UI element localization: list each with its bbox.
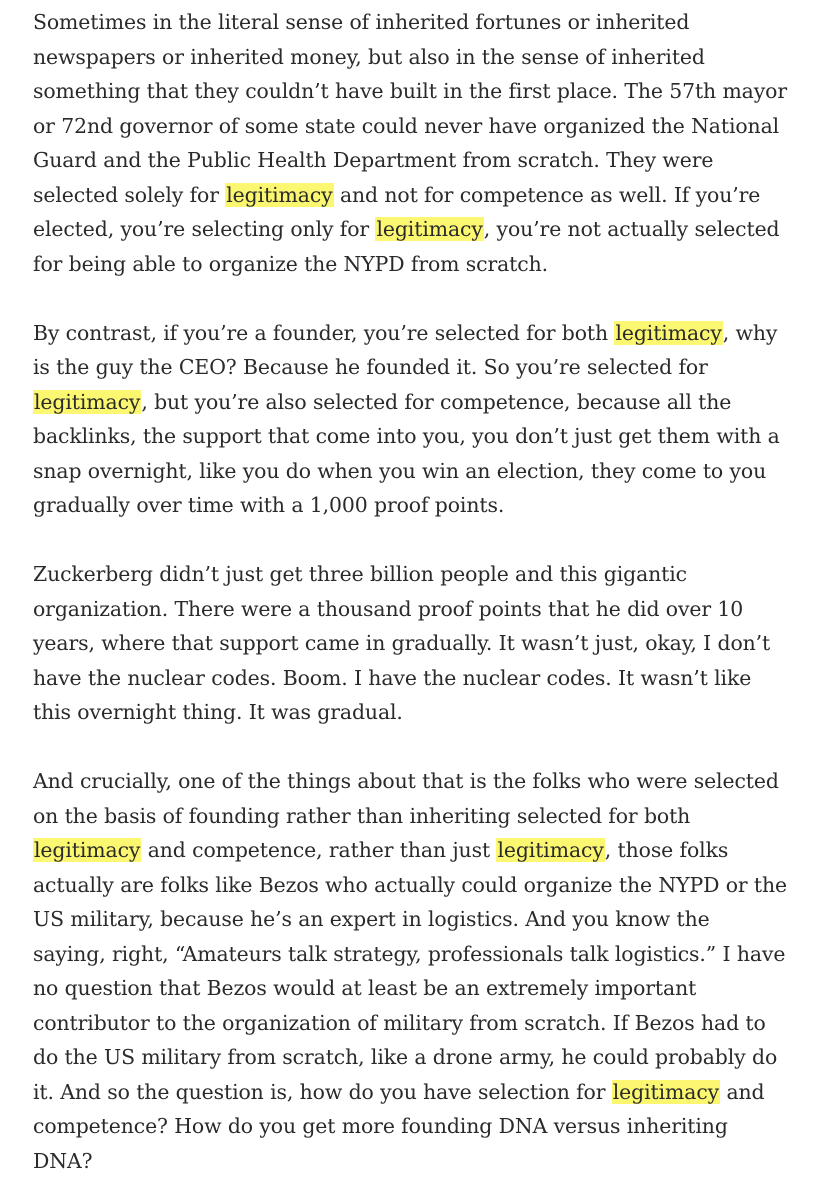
text-segment: By contrast, if you’re a founder, you’re selected for both	[33, 320, 615, 345]
highlighted-term: legitimacy	[226, 182, 333, 207]
highlighted-term: legitimacy	[34, 838, 141, 862]
text-segment: Zuckerberg didn’t just get three billion people and this gigantic organization. There were a thousand proof points that he did over 10 years, where that support came in gradually. It wasn’t just, okay, I don’t have the nuclear codes. Boom. I have the nuclear codes. It wasn’t like this overnight thing. It was gradual.	[33, 562, 771, 724]
paragraph-4	[33, 764, 787, 1178]
text-segment: , those folks actually are folks like Bezos who actually could organize the NYPD or the US military, because he’s an expert in logistics. And you know the saying, right, “Amateurs talk strategy, professionals talk logistics.” I have no question that Bezos would at least be an extremely important contributor to the organization of military from scratch. If Bezos had to do the US military from scratch, like a drone army, he could probably do it. And so the question is, how do you have selection for	[33, 838, 788, 1104]
highlighted-term: legitimacy	[497, 838, 604, 862]
text-segment: , why is the guy the CEO? Because he founded it. So you’re selected for	[33, 320, 778, 379]
text-segment: , you’re not actually selected for being able to organize the NYPD from scratch.	[33, 217, 780, 276]
highlighted-term: legitimacy	[612, 1079, 720, 1104]
text-segment: and competence, rather than just	[141, 838, 497, 862]
paragraph-2	[33, 316, 787, 523]
text-segment: and not for competence as well. If you’re elected, you’re selecting only for	[33, 182, 761, 241]
highlighted-term: legitimacy	[34, 389, 141, 414]
highlighted-term: legitimacy	[376, 217, 483, 241]
paragraph-1	[33, 5, 787, 281]
text-segment: , but you’re also selected for competence, because all the backlinks, the support that come into you, you don’t just get them with a snap overnight, like you do when you win an election, they come to you gradually over time with a 1,000 proof points.	[33, 389, 780, 517]
paragraph-3	[33, 557, 787, 730]
text-segment: And crucially, one of the things about that is the folks who were selected on the basis of founding rather than inheriting selected for both	[33, 769, 779, 828]
text-segment: Sometimes in the literal sense of inherited fortunes or inherited newspapers or inherited money, but also in the sense of inherited something that they couldn’t have built in the first place. The 57th mayor or 72nd governor of some state could never have organized the National Guard and the Public Health Department from scratch. They were selected solely for	[33, 10, 787, 207]
highlighted-term: legitimacy	[615, 320, 722, 345]
text-segment: and competence? How do you get more founding DNA versus inheriting DNA?	[33, 1079, 765, 1173]
